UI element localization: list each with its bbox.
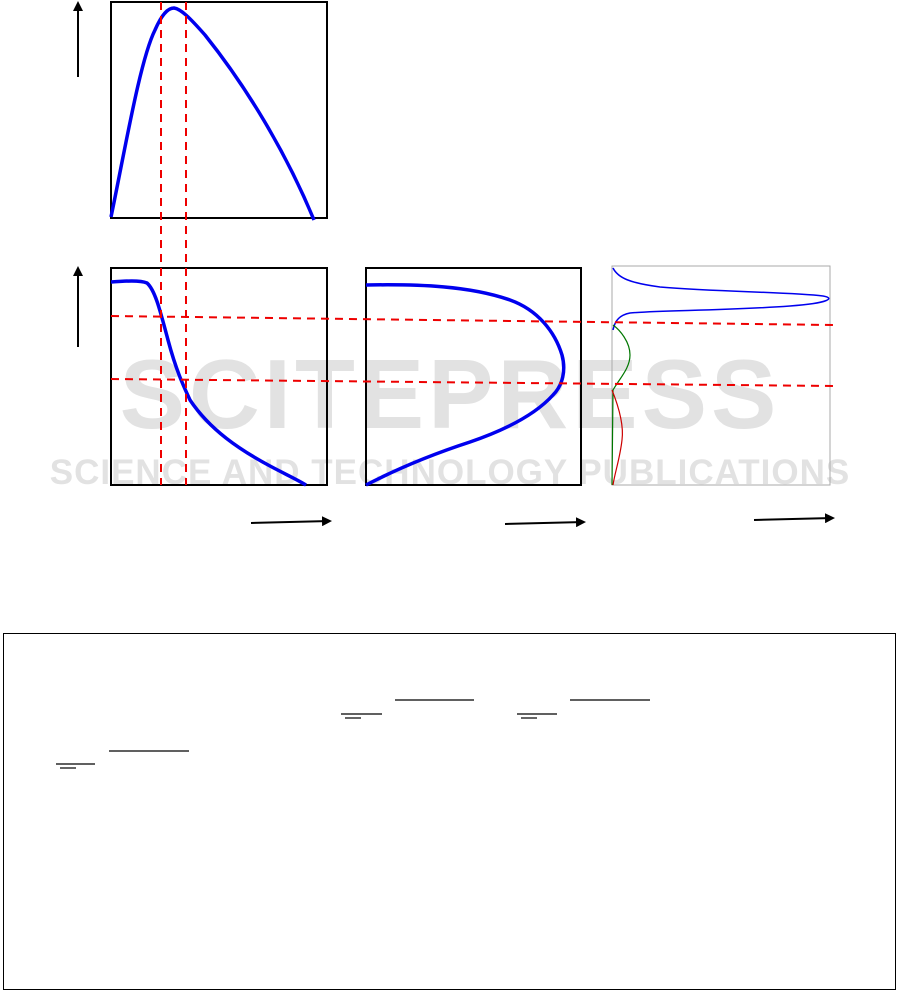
panel-top-frame [111,2,327,218]
watermark-tagline: SCIENCE AND TECHNOLOGY PUBLICATIONS [49,453,851,492]
watermark [50,339,851,492]
peaked-curve [111,8,314,220]
right-arrow-3 [754,518,833,520]
distribution-curve-blue [613,268,829,330]
right-arrow-2 [505,522,584,524]
right-arrow-1 [251,521,330,523]
guide-horizontal-1 [111,316,833,325]
watermark-brand: SCITEPRESS [119,339,781,449]
formula-box [3,633,896,990]
panel-top [111,2,327,220]
